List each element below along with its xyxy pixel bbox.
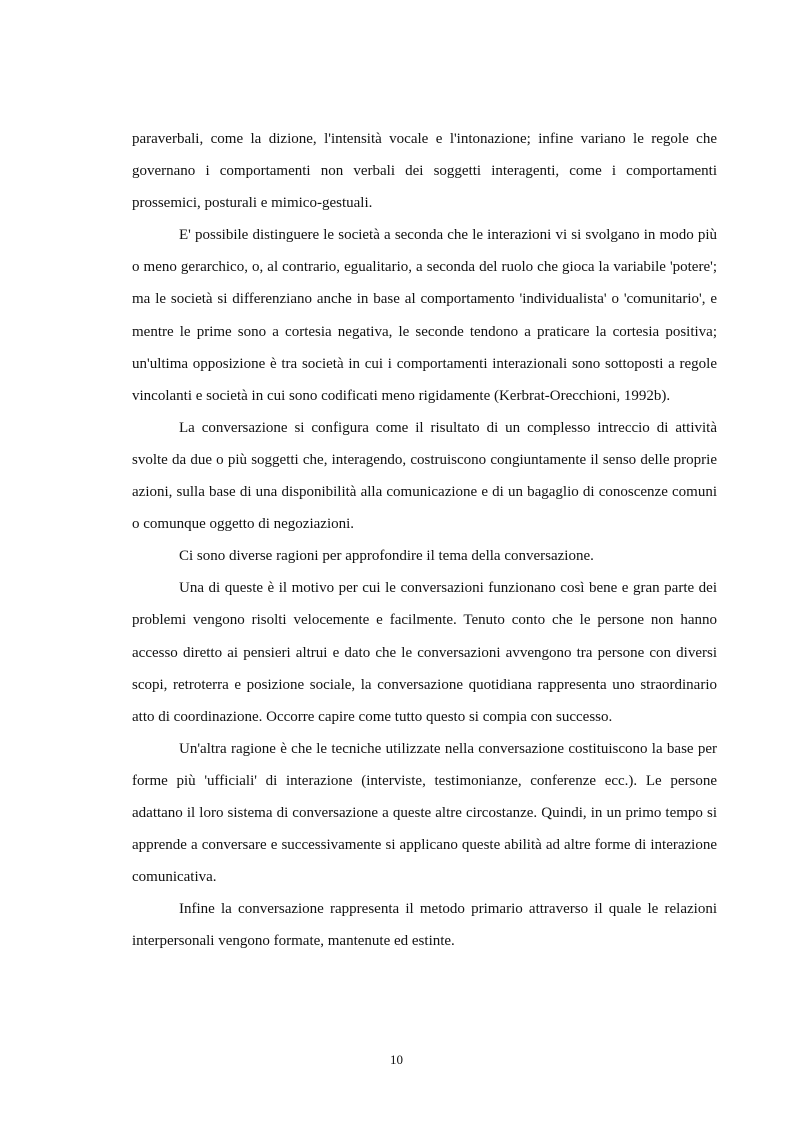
body-text [132,123,717,957]
paragraph-final-reason: Infine la conversazione rappresenta il metodo primario attraverso il quale le relazioni interpersonali vengono formate, mantenute ed estinte. [132,901,717,950]
page-number: 10 [390,1052,403,1067]
paragraph-societies: E' possibile distinguere le società a seconda che le interazioni vi si svolgano in modo più o meno gerarchico, o, al contrario, egualitario, a seconda del ruolo che gioca la variabile 'potere'; ma le società si differenziano anche in base al comportamento 'individualista' o 'comunitario', e mentre le prime sono a cortesia negativa, le seconde tendono a praticare la cortesia positiva; un'ultima opposizione è tra società in cui i comportamenti interazionali sono sottoposti a regole vincolanti e società in cui sono codificati meno rigidamente (Kerbrat-Orecchioni, 1992b). [132,227,717,404]
paragraph-second-reason: Un'altra ragione è che le tecniche utilizzate nella conversazione costituiscono la base per forme più 'ufficiali' di interazione (interviste, testimonianze, conferenze ecc.). Le persone adattano il loro sistema di conversazione a queste altre circostanze. Quindi, in un primo tempo si apprende a conversare e successivamente si applicano queste abilità ad altre forme di interazione comunicativa. [132,740,717,886]
paragraph-first-reason: Una di queste è il motivo per cui le conversazioni funzionano così bene e gran parte dei problemi vengono risolti velocemente e facilmente. Tenuto conto che le persone non hanno accesso diretto ai pensieri altrui e dato che le conversazioni avvengono tra persone con diversi scopi, retroterra e posizione sociale, la conversazione quotidiana rappresenta uno straordinario atto di coordinazione. Occorre capire come tutto questo si compia con successo. [132,580,717,725]
paragraph-continuation: paraverbali, come la dizione, l'intensità vocale e l'intonazione; infine variano le regole che governano i comportamenti non verbali dei soggetti interagenti, come i comportamenti prossemici, posturali e mimico-gestuali. [132,131,717,212]
paragraph-conversation-definition: La conversazione si configura come il risultato di un complesso intreccio di attività svolte da due o più soggetti che, interagendo, costruiscono congiuntamente il senso delle proprie azioni, sulla base di una disponibilità alla comunicazione e di un bagaglio di conoscenze comuni o comunque oggetto di negoziazioni. [132,419,717,533]
paragraph-reasons-intro: Ci sono diverse ragioni per approfondire il tema della conversazione. [179,548,594,565]
